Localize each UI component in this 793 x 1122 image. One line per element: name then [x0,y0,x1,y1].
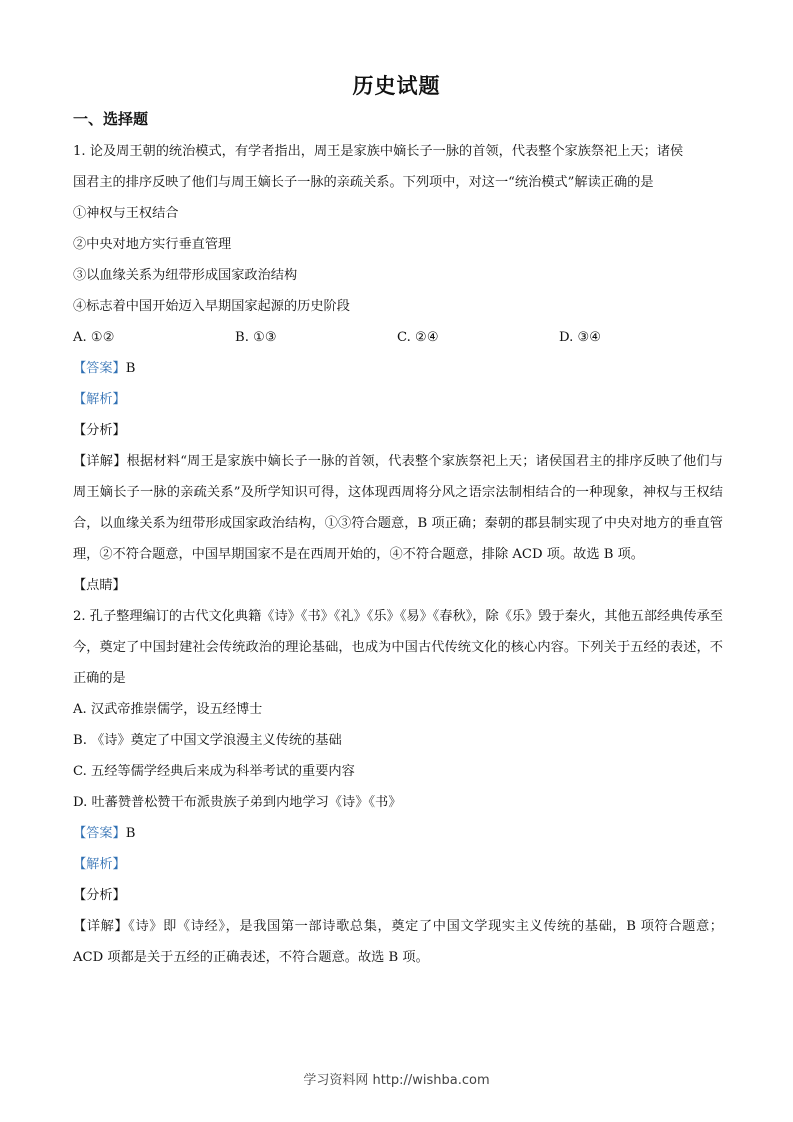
q1-answer-line [73,353,723,384]
q2-fenxi-tag: 【分析】 [73,888,126,903]
q2-detail-text: 《诗》即《诗经》，是我国第一部诗歌总集，奠定了中国文学现实主义传统的基础，B 项符合题意；ACD 项都是关于五经的正确表述，不符合题意。故选 B 项。 [73,919,723,965]
q2-option-d: D. 吐蕃赞普松赞干布派贵族子弟到内地学习《诗》《书》 [73,795,402,810]
q1-item-1: ①神权与王权结合 [73,206,179,221]
footer-watermark: 学习资料网 http://wishba.com [303,1073,490,1088]
q1-fenxi-tag: 【分析】 [73,423,126,438]
q1-stem-line1: 1. 论及周王朝的统治模式，有学者指出，周王是家族中嫡长子一脉的首领，代表整个家族祭祀上天；诸侯 [73,144,684,159]
q2-answer-line [73,818,723,849]
q1-detail-text: 根据材料“周王是家族中嫡长子一脉的首领，代表整个家族祭祀上天；诸侯国君主的排序反映了他们与周王嫡长子一脉的亲疏关系”及所学知识可得，这体现西周将分风之语宗法制相结合的一种现象，神权与王权结合，以血缘关系为纽带形成国家政治结构，①③符合题意，B 项正确；秦朝的郡县制实现了中央对地方的垂直管理，②不符合题意，中国早期国家不是在西周开始的，④不符合题意，排除 ACD 项。故选 B 项。 [73,454,723,562]
q1-option-c: C. ②④ [397,330,439,345]
section-heading: 一、选择题 [73,110,149,128]
q2-answer-tag: 【答案】 [73,826,126,841]
q1-options [73,322,723,353]
q1-detail-tag: 【详解】 [73,454,127,469]
q1-item-2: ②中央对地方实行垂直管理 [73,237,232,252]
q2-option-a: A. 汉武帝推崇儒学，设五经博士 [73,702,263,717]
q1-item-4: ④标志着中国开始迈入早期国家起源的历史阶段 [73,299,350,314]
q2-answer-value: B [125,826,136,841]
q2-detail-tag: 【详解】 [73,919,129,934]
q1-dianjing-tag: 【点睛】 [73,578,126,593]
q1-option-d: D. ③④ [559,330,602,345]
q1-detail [73,446,723,570]
q1-analysis-tag: 【解析】 [73,392,126,407]
q2-option-b: B. 《诗》奠定了中国文学浪漫主义传统的基础 [73,733,342,748]
q2-detail [73,911,723,973]
q2-option-c: C. 五经等儒学经典后来成为科举考试的重要内容 [73,764,355,779]
q1-answer-tag: 【答案】 [73,361,126,376]
q1-stem-line2: 国君主的排序反映了他们与周王嫡长子一脉的亲疏关系。下列项中，对这一“统治模式”解读正确的是 [73,175,654,190]
q2-stem: 2. 孔子整理编订的古代文化典籍《诗》《书》《礼》《乐》《易》《春秋》，除《乐》毁于秦火，其他五部经典传承至今，奠定了中国封建社会传统政治的理论基础，也成为中国古代传统文化的核心内容。下列关于五经的表述，不正确的是 [73,609,723,686]
q1-option-a: A. ①② [73,330,115,345]
question-content [73,136,723,973]
q1-item-3: ③以血缘关系为纽带形成国家政治结构 [73,268,298,283]
page-title: 历史试题 [352,73,441,98]
q1-answer-value: B [125,361,136,376]
q2-analysis-tag: 【解析】 [73,857,126,872]
q1-option-b: B. ①③ [235,330,277,345]
